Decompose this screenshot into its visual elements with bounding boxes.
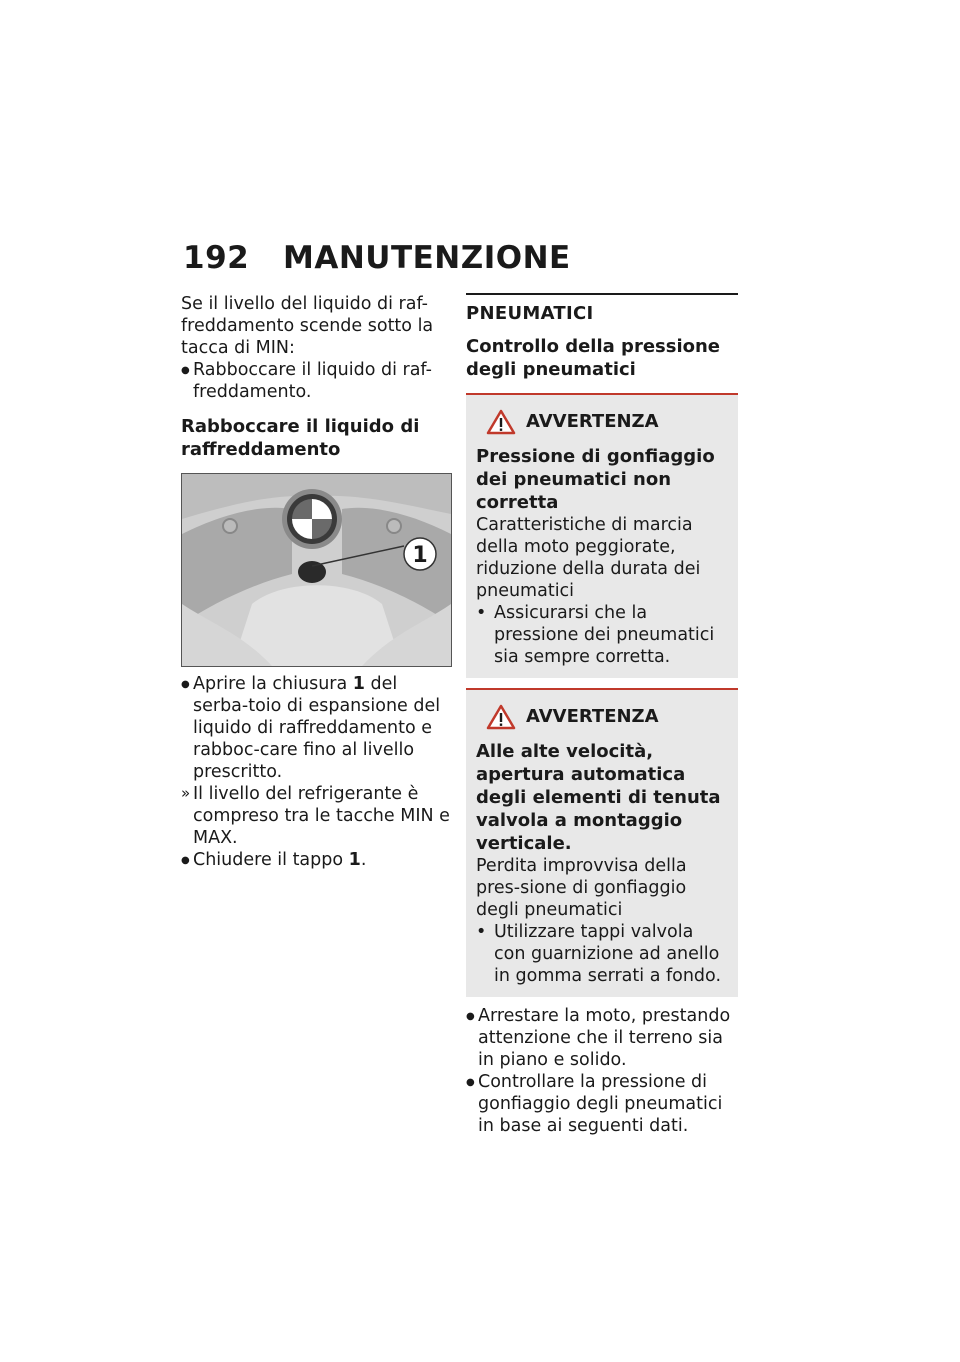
- page-header: [183, 240, 571, 280]
- result-text: Il livello del refrigerante è compreso tra le tacche MIN e MAX.: [193, 784, 450, 848]
- list-item: [181, 673, 453, 783]
- intro-bullet-text: Rabboccare il liquido di raf-freddamento.: [193, 360, 432, 402]
- tyre-step2: Controllare la pressione di gonfiaggio degli pneumatici in base ai seguenti dati.: [478, 1072, 723, 1136]
- section-title: PNEUMATICI: [466, 293, 738, 325]
- left-column: [181, 293, 453, 871]
- list-item: [181, 359, 453, 403]
- subheading-coolant: Rabboccare il liquido di raffreddamento: [181, 416, 420, 460]
- warning-triangle-icon: [486, 704, 516, 730]
- warning-title: Alle alte velocità, apertura automatica degli elementi di tenuta valvola a montaggio verticale.: [476, 741, 721, 854]
- warning-triangle-icon: [486, 409, 516, 435]
- warning-title: Pressione di gonfiaggio dei pneumatici non corretta: [476, 446, 715, 513]
- chapter-title: MANUTENZIONE: [283, 240, 571, 276]
- warning-text: Perdita improvvisa della pres-sione di gonfiaggio degli pneumatici: [476, 856, 687, 920]
- list-item: [181, 849, 453, 871]
- warning-bullet: • Assicurarsi che la pressione dei pneumatici sia sempre corretta.: [476, 602, 728, 668]
- page-number: 192: [183, 240, 250, 276]
- subheading-tyre-pressure: Controllo della pressione degli pneumatici: [466, 336, 721, 380]
- tyre-step1: Arrestare la moto, prestando attenzione che il terreno sia in piano e solido.: [478, 1006, 731, 1070]
- warning-header: [486, 405, 728, 439]
- warning-box-2: [466, 688, 738, 997]
- list-item: [466, 1071, 738, 1137]
- coolant-figure: [181, 473, 452, 667]
- intro-text: Se il livello del liquido di raf-freddamento scende sotto la tacca di MIN:: [181, 294, 434, 358]
- right-column: [466, 293, 738, 1137]
- warning-box-1: [466, 393, 738, 678]
- step1-pre: Aprire la chiusura: [193, 674, 353, 694]
- scooter-dashboard-image: [182, 474, 451, 666]
- result-item: [181, 783, 453, 849]
- list-item: [466, 1005, 738, 1071]
- warning-text: Caratteristiche di marcia della moto peggiorate, riduzione della durata dei pneumatici: [476, 515, 701, 601]
- step2-pre: Chiudere il tappo: [193, 850, 349, 870]
- figure-callout-1: 1: [412, 543, 428, 568]
- step2-ref: 1: [348, 850, 361, 870]
- warning-label: AVVERTENZA: [526, 706, 659, 727]
- step1-ref: 1: [352, 674, 365, 694]
- step1-post: del serba-toio di espansione del liquido di raffreddamento e rabboc-care fino al livello prescritto.: [193, 674, 441, 782]
- warning-label: AVVERTENZA: [526, 411, 659, 432]
- warning-header: [486, 700, 728, 734]
- warning-bullet: • Utilizzare tappi valvola con guarnizione ad anello in gomma serrati a fondo.: [476, 921, 728, 987]
- step2-post: .: [360, 850, 367, 870]
